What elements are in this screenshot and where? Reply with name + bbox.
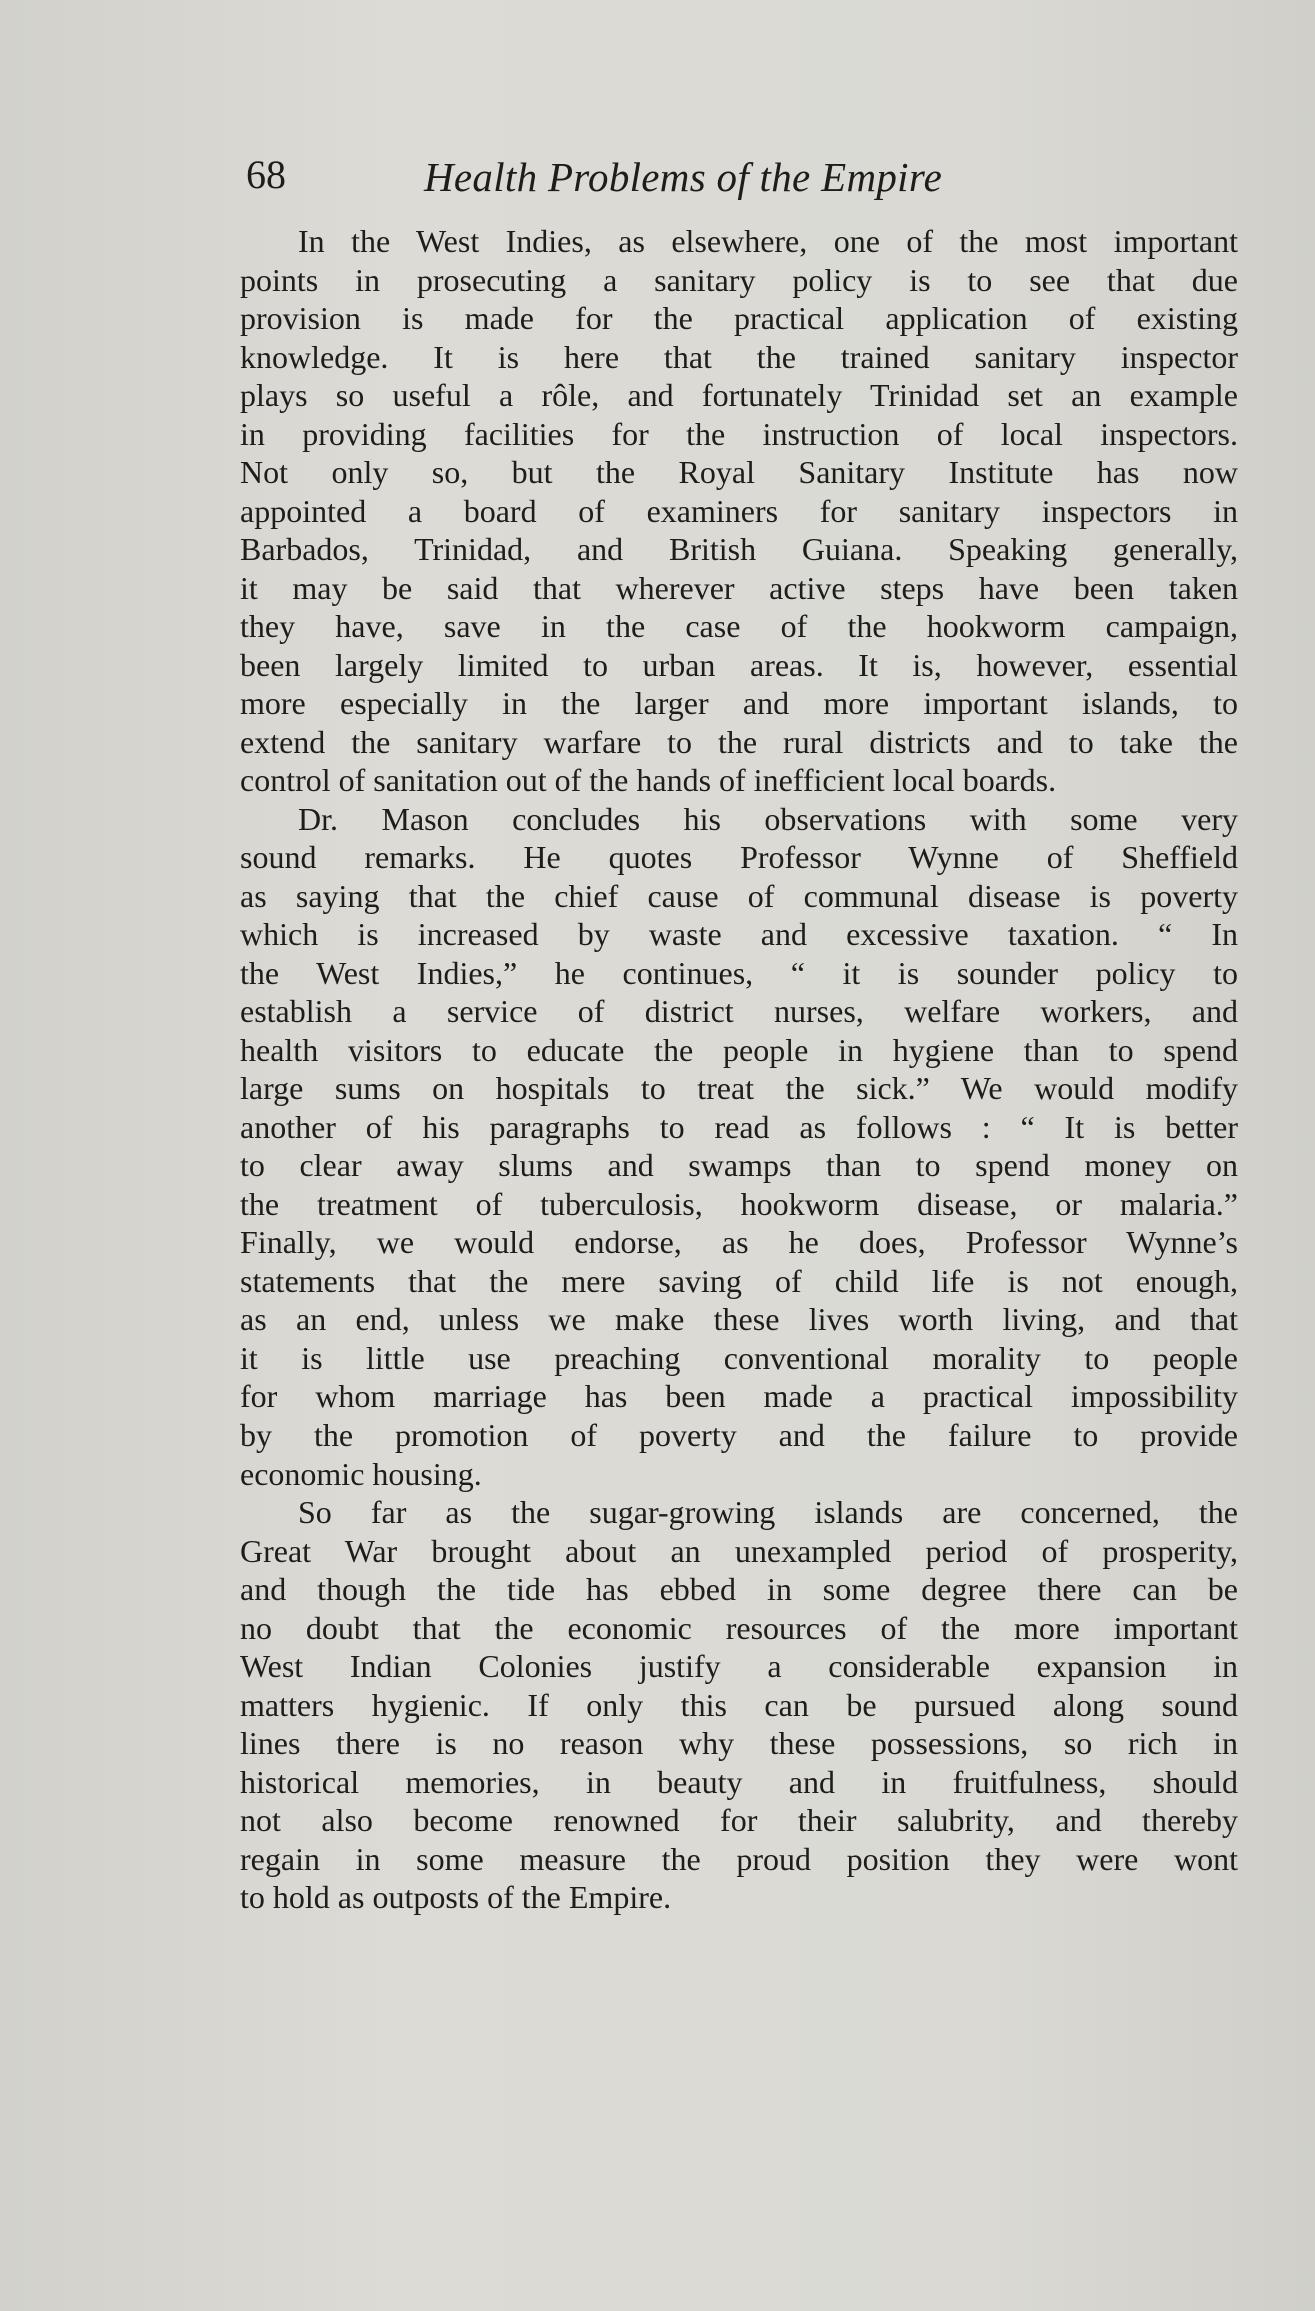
- text-line: not also become renowned for their salubrity, and thereby: [240, 1802, 1238, 1839]
- text-line: regain in some measure the proud position they were wont: [240, 1840, 1238, 1877]
- text-line: to clear away slums and swamps than to spend money on: [240, 1147, 1238, 1184]
- running-title: Health Problems of the Empire: [424, 154, 943, 200]
- page-number: 68: [246, 152, 286, 197]
- text-line: lines there is no reason why these possessions, so rich in: [240, 1725, 1238, 1762]
- text-line: as an end, unless we make these lives worth living, and that: [240, 1301, 1238, 1338]
- text-line: health visitors to educate the people in hygiene than to spend: [240, 1031, 1238, 1068]
- text-line: it is little use preaching conventional morality to people: [240, 1339, 1238, 1376]
- text-line: extend the sanitary warfare to the rural districts and to take the: [240, 723, 1238, 760]
- text-line: plays so useful a rôle, and fortunately Trinidad set an example: [240, 377, 1238, 414]
- text-line: which is increased by waste and excessive taxation. “ In: [240, 916, 1238, 953]
- text-line: been largely limited to urban areas. It is, however, essential: [240, 646, 1238, 683]
- text-line: sound remarks. He quotes Professor Wynne of Sheffield: [240, 839, 1238, 876]
- text-line: more especially in the larger and more important islands, to: [240, 685, 1238, 722]
- text-line: So far as the sugar-growing islands are concerned, the: [298, 1494, 1238, 1531]
- text-line: knowledge. It is here that the trained sanitary inspector: [240, 338, 1238, 375]
- text-line: it may be said that wherever active steps have been taken: [240, 569, 1238, 606]
- page-header: [246, 142, 1246, 208]
- text-line: another of his paragraphs to read as follows : “ It is better: [240, 1108, 1238, 1145]
- text-line: economic housing.: [240, 1455, 482, 1492]
- text-line: they have, save in the case of the hookworm campaign,: [240, 608, 1238, 645]
- text-line: large sums on hospitals to treat the sick.” We would modify: [240, 1070, 1238, 1107]
- text-line: the West Indies,” he continues, “ it is sounder policy to: [240, 954, 1238, 991]
- text-line: appointed a board of examiners for sanitary inspectors in: [240, 492, 1238, 529]
- text-line: by the promotion of poverty and the failure to provide: [240, 1416, 1238, 1453]
- body-text: [240, 222, 1238, 1917]
- text-line: Great War brought about an unexampled period of prosperity,: [240, 1532, 1238, 1569]
- text-line: statements that the mere saving of child life is not enough,: [240, 1262, 1238, 1299]
- text-line: control of sanitation out of the hands of inefficient local boards.: [240, 762, 1057, 799]
- text-line: the treatment of tuberculosis, hookworm disease, or malaria.”: [240, 1185, 1238, 1222]
- text-line: establish a service of district nurses, welfare workers, and: [240, 993, 1238, 1030]
- text-line: West Indian Colonies justify a considerable expansion in: [240, 1648, 1238, 1685]
- text-line: points in prosecuting a sanitary policy is to see that due: [240, 261, 1238, 298]
- text-line: matters hygienic. If only this can be pursued along sound: [240, 1686, 1238, 1723]
- text-line: provision is made for the practical application of existing: [240, 300, 1238, 337]
- text-line: In the West Indies, as elsewhere, one of the most important: [298, 223, 1238, 259]
- text-line: Barbados, Trinidad, and British Guiana. Speaking generally,: [240, 531, 1238, 568]
- text-line: Finally, we would endorse, as he does, Professor Wynne’s: [240, 1224, 1238, 1261]
- text-line: Not only so, but the Royal Sanitary Institute has now: [240, 454, 1238, 491]
- text-line: to hold as outposts of the Empire.: [240, 1879, 672, 1916]
- text-line: for whom marriage has been made a practical impossibility: [240, 1378, 1238, 1415]
- text-line: historical memories, in beauty and in fruitfulness, should: [240, 1763, 1238, 1800]
- text-line: in providing facilities for the instruction of local inspectors.: [240, 415, 1238, 452]
- text-line: as saying that the chief cause of communal disease is poverty: [240, 877, 1238, 914]
- text-line: Dr. Mason concludes his observations with some very: [298, 800, 1238, 837]
- text-line: no doubt that the economic resources of the more important: [240, 1609, 1238, 1646]
- text-line: and though the tide has ebbed in some degree there can be: [240, 1571, 1238, 1608]
